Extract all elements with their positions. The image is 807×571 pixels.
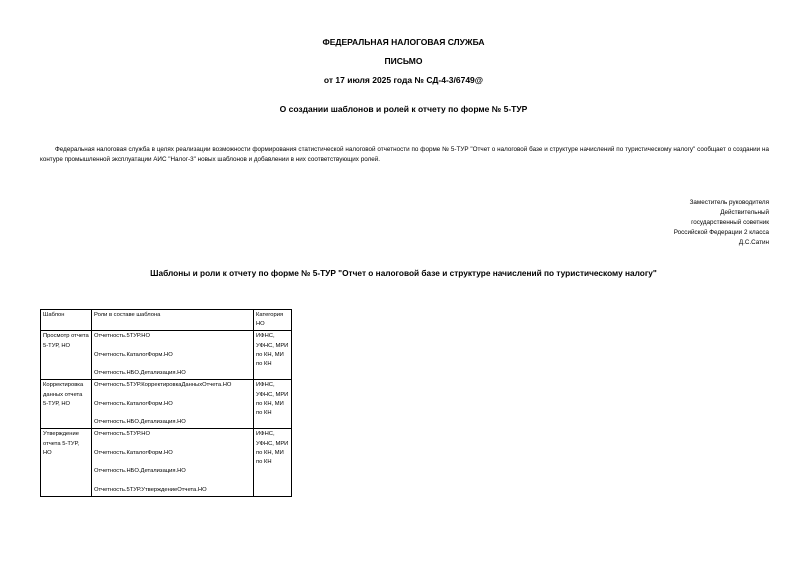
role-item: Отчетность.НБО.Детализация.НО	[94, 468, 186, 475]
header-roles: Роли в составе шаблона	[92, 310, 254, 331]
table-row	[41, 380, 292, 429]
document-subject: О создании шаблонов и ролей к отчету по форме № 5-ТУР	[279, 104, 528, 114]
organization-title: ФЕДЕРАЛЬНАЯ НАЛОГОВАЯ СЛУЖБА	[322, 37, 485, 47]
roles-cell	[92, 429, 254, 496]
role-item: Отчетность.КаталогФорм.НО	[94, 351, 173, 358]
table-row	[41, 331, 292, 380]
body-paragraph: Федеральная налоговая служба в целях реализации возможности формирования статистической налоговой отчетности по форме № 5-ТУР "Отчет о налоговой базе и структуре начислений по туристическому налогу" сообщает о создании на контуре промышленной эксплуатации АИС "Налог-3" новых шаблонов и добавлении в них соответствующих ролей.	[40, 146, 769, 163]
role-item: Отчетность.5ТУР.НО	[94, 431, 151, 438]
role-item: Отчетность.КаталогФорм.НО	[94, 400, 173, 407]
roles-cell	[92, 331, 254, 380]
template-cell: Просмотр отчета 5-ТУР, НО	[41, 331, 92, 380]
role-item: Отчетность.5ТУР.УтверждениеОтчета.НО	[94, 486, 207, 493]
signature-line: Заместитель руководителя	[689, 199, 769, 206]
role-item: Отчетность.5ТУР.КорректировкаДанныхОтчета.НО	[94, 382, 232, 389]
template-cell: Утверждение отчета 5-ТУР, НО	[41, 429, 92, 496]
table-row	[41, 429, 292, 496]
role-item: Отчетность.НБО.Детализация.НО	[94, 419, 186, 426]
document-date-number: от 17 июля 2025 года № СД-4-3/6749@	[323, 75, 484, 85]
category-cell: ИФНС, УФНС, МРИ по КН, МИ по КН	[254, 331, 292, 380]
header-category: Категория НО	[254, 310, 292, 331]
role-item: Отчетность.НБО.Детализация.НО	[94, 370, 186, 377]
header-template: Шаблон	[41, 310, 92, 331]
signature-line: Действительный	[720, 209, 769, 216]
template-cell: Корректировка данных отчета 5-ТУР, НО	[41, 380, 92, 429]
category-cell: ИФНС, УФНС, МРИ по КН, МИ по КН	[254, 429, 292, 496]
role-item: Отчетность.КаталогФорм.НО	[94, 449, 173, 456]
table-header-row	[41, 310, 292, 331]
document-type: ПИСЬМО	[384, 56, 423, 66]
signature-block	[674, 198, 769, 248]
roles-cell	[92, 380, 254, 429]
signature-name: Д.С.Сатин	[738, 239, 769, 246]
category-cell: ИФНС, УФНС, МРИ по КН, МИ по КН	[254, 380, 292, 429]
appendix-title: Шаблоны и роли к отчету по форме № 5-ТУР "Отчет о налоговой базе и структуре начислений по туристическому налогу"	[150, 268, 657, 278]
role-item: Отчетность.5ТУР.НО	[94, 333, 151, 340]
templates-roles-table	[40, 309, 292, 497]
signature-line: Российской Федерации 2 класса	[673, 229, 769, 236]
signature-line: государственный советник	[691, 219, 769, 226]
